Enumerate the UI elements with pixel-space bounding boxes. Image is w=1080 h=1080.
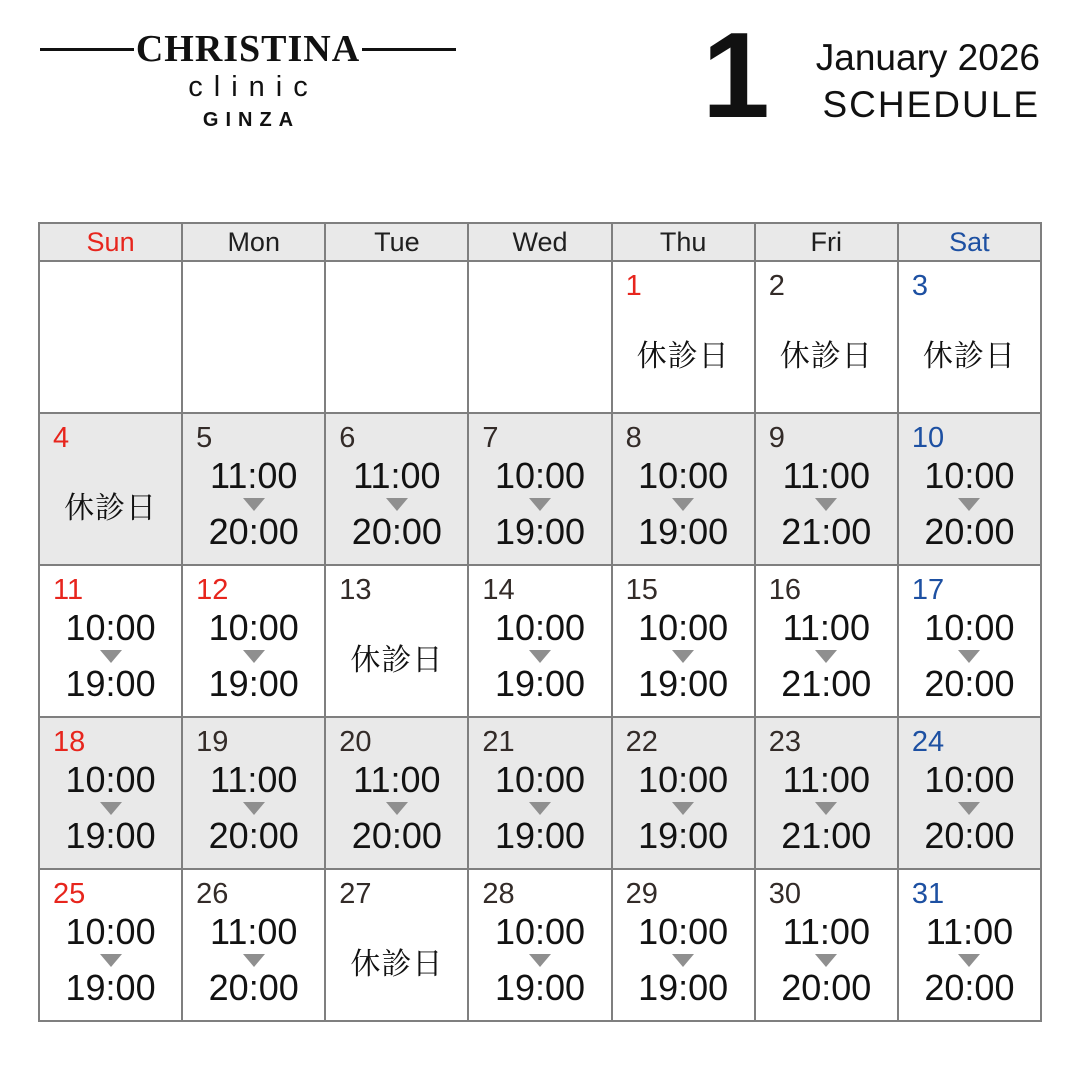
arrow-down-icon — [958, 498, 980, 511]
close-time: 19:00 — [638, 815, 729, 856]
open-time: 10:00 — [494, 911, 586, 952]
arrow-down-icon — [815, 802, 837, 815]
day-number: 7 — [482, 422, 499, 454]
open-time: 10:00 — [924, 759, 1015, 800]
day-number: 5 — [196, 422, 213, 454]
week-row-3 — [39, 565, 1041, 717]
open-time: 10:00 — [638, 759, 729, 800]
open-time: 11:00 — [353, 759, 441, 800]
day-number: 31 — [911, 878, 945, 910]
close-time: 19:00 — [638, 511, 729, 552]
close-time: 20:00 — [924, 511, 1015, 552]
calendar-cell-day-1 — [612, 261, 755, 413]
close-time: 19:00 — [65, 815, 156, 856]
close-time: 19:00 — [494, 511, 586, 552]
calendar-cell-day-26 — [182, 869, 325, 1021]
closed-day-label: 休診日 — [350, 644, 444, 677]
calendar-cell-day-21 — [468, 717, 611, 869]
day-number: 14 — [482, 574, 515, 606]
arrow-down-icon — [243, 650, 265, 663]
calendar-cell-day-17 — [898, 565, 1041, 717]
arrow-down-icon — [529, 650, 551, 663]
open-time: 11:00 — [210, 759, 298, 800]
week-row-5 — [39, 869, 1041, 1021]
weekday-header-mon: Mon — [182, 223, 325, 261]
close-time: 20:00 — [924, 815, 1015, 856]
day-number: 28 — [482, 878, 515, 910]
arrow-down-icon — [958, 954, 980, 967]
day-number: 8 — [625, 422, 642, 454]
calendar-cell-day-24 — [898, 717, 1041, 869]
week-row-4 — [39, 717, 1041, 869]
close-time: 19:00 — [638, 967, 729, 1008]
close-time: 19:00 — [494, 815, 586, 856]
calendar-cell-day-7 — [468, 413, 611, 565]
weekday-header-sat: Sat — [898, 223, 1041, 261]
arrow-down-icon — [958, 650, 980, 663]
day-number: 1 — [625, 270, 642, 302]
calendar-cell-day-27 — [325, 869, 468, 1021]
day-number: 2 — [768, 270, 785, 302]
close-time: 21:00 — [781, 663, 872, 704]
open-time: 11:00 — [782, 607, 870, 648]
calendar-cell-day-9 — [755, 413, 898, 565]
week-row-2 — [39, 413, 1041, 565]
weekday-header-wed: Wed — [468, 223, 611, 261]
day-number: 30 — [768, 878, 801, 910]
calendar-cell-day-29 — [612, 869, 755, 1021]
open-time: 10:00 — [638, 607, 729, 648]
close-time: 19:00 — [208, 663, 299, 704]
logo-rule-right — [362, 48, 456, 51]
calendar-cell-day-16 — [755, 565, 898, 717]
calendar-cell-day-18 — [39, 717, 182, 869]
calendar-cell-day-12 — [182, 565, 325, 717]
closed-day-label: 休診日 — [636, 340, 730, 373]
open-time: 11:00 — [210, 911, 298, 952]
arrow-down-icon — [386, 498, 408, 511]
day-number: 21 — [482, 726, 515, 758]
day-number: 29 — [625, 878, 658, 910]
day-number: 24 — [911, 726, 945, 758]
open-time: 10:00 — [65, 911, 156, 952]
open-time: 11:00 — [210, 455, 298, 496]
schedule-label: SCHEDULE — [822, 84, 1040, 125]
arrow-down-icon — [672, 650, 694, 663]
arrow-down-icon — [815, 954, 837, 967]
close-time: 20:00 — [208, 511, 299, 552]
arrow-down-icon — [672, 802, 694, 815]
open-time: 10:00 — [208, 607, 299, 648]
calendar-cell-day-25 — [39, 869, 182, 1021]
empty-cell — [39, 261, 182, 413]
calendar-cell-day-5 — [182, 413, 325, 565]
close-time: 19:00 — [638, 663, 729, 704]
empty-cell — [325, 261, 468, 413]
day-number: 11 — [53, 574, 84, 606]
calendar-cell-day-15 — [612, 565, 755, 717]
day-number: 17 — [911, 574, 945, 606]
day-number: 15 — [625, 574, 658, 606]
close-time: 20:00 — [781, 967, 872, 1008]
arrow-down-icon — [529, 498, 551, 511]
close-time: 19:00 — [494, 967, 586, 1008]
close-time: 20:00 — [924, 663, 1015, 704]
day-number: 27 — [339, 878, 372, 910]
arrow-down-icon — [100, 954, 122, 967]
arrow-down-icon — [243, 802, 265, 815]
clinic-logo — [40, 30, 456, 132]
day-number: 3 — [911, 270, 928, 302]
arrow-down-icon — [958, 802, 980, 815]
close-time: 20:00 — [351, 511, 442, 552]
empty-cell — [182, 261, 325, 413]
day-number: 12 — [196, 574, 229, 606]
open-time: 10:00 — [924, 455, 1015, 496]
open-time: 10:00 — [65, 759, 156, 800]
month-number: 1 — [702, 7, 770, 143]
logo-clinic-word: clinic — [188, 71, 319, 103]
closed-day-label: 休診日 — [779, 340, 873, 373]
arrow-down-icon — [386, 802, 408, 815]
calendar-cell-day-11 — [39, 565, 182, 717]
close-time: 21:00 — [781, 815, 872, 856]
closed-day-label: 休診日 — [922, 340, 1016, 373]
arrow-down-icon — [243, 498, 265, 511]
open-time: 10:00 — [65, 607, 156, 648]
schedule-calendar — [38, 222, 1042, 1022]
day-number: 4 — [53, 422, 70, 454]
arrow-down-icon — [815, 498, 837, 511]
weekday-header-row — [39, 223, 1041, 261]
day-number: 19 — [196, 726, 229, 758]
open-time: 11:00 — [925, 911, 1014, 952]
close-time: 19:00 — [65, 967, 156, 1008]
close-time: 20:00 — [351, 815, 442, 856]
day-number: 13 — [339, 574, 372, 606]
title-block — [816, 38, 1040, 125]
weekday-header-sun: Sun — [39, 223, 182, 261]
arrow-down-icon — [100, 650, 122, 663]
calendar-cell-day-8 — [612, 413, 755, 565]
weekday-header-thu: Thu — [612, 223, 755, 261]
logo-clinic-name: CHRISTINA — [135, 28, 361, 70]
day-number: 6 — [339, 422, 356, 454]
closed-day-label: 休診日 — [350, 948, 444, 981]
arrow-down-icon — [672, 498, 694, 511]
open-time: 10:00 — [924, 607, 1015, 648]
logo-rule-left — [40, 48, 134, 51]
weekday-header-tue: Tue — [325, 223, 468, 261]
open-time: 11:00 — [782, 455, 870, 496]
open-time: 10:00 — [638, 911, 729, 952]
arrow-down-icon — [243, 954, 265, 967]
arrow-down-icon — [100, 802, 122, 815]
calendar-cell-day-30 — [755, 869, 898, 1021]
week-row-1 — [39, 261, 1041, 413]
close-time: 20:00 — [208, 967, 299, 1008]
calendar-cell-day-19 — [182, 717, 325, 869]
close-time: 19:00 — [65, 663, 156, 704]
open-time: 11:00 — [353, 455, 441, 496]
calendar-cell-day-22 — [612, 717, 755, 869]
close-time: 19:00 — [494, 663, 586, 704]
calendar-cell-day-3 — [898, 261, 1041, 413]
arrow-down-icon — [529, 802, 551, 815]
arrow-down-icon — [529, 954, 551, 967]
day-number: 10 — [911, 422, 945, 454]
calendar-cell-day-13 — [325, 565, 468, 717]
calendar-cell-day-10 — [898, 413, 1041, 565]
open-time: 10:00 — [494, 455, 586, 496]
calendar-cell-day-6 — [325, 413, 468, 565]
day-number: 25 — [53, 878, 86, 910]
open-time: 11:00 — [782, 759, 870, 800]
close-time: 20:00 — [924, 967, 1015, 1008]
day-number: 16 — [768, 574, 801, 606]
day-number: 22 — [625, 726, 658, 758]
calendar-cell-day-4 — [39, 413, 182, 565]
month-name: January 2026 — [815, 37, 1040, 78]
calendar-cell-day-20 — [325, 717, 468, 869]
day-number: 18 — [53, 726, 86, 758]
calendar-cell-day-31 — [898, 869, 1041, 1021]
arrow-down-icon — [672, 954, 694, 967]
day-number: 26 — [196, 878, 229, 910]
close-time: 20:00 — [208, 815, 299, 856]
calendar-cell-day-23 — [755, 717, 898, 869]
day-number: 20 — [339, 726, 372, 758]
calendar-cell-day-2 — [755, 261, 898, 413]
arrow-down-icon — [815, 650, 837, 663]
open-time: 10:00 — [494, 759, 586, 800]
calendar-body — [39, 261, 1041, 1021]
open-time: 11:00 — [782, 911, 870, 952]
closed-day-label: 休診日 — [64, 492, 158, 525]
day-number: 23 — [768, 726, 801, 758]
open-time: 10:00 — [494, 607, 586, 648]
calendar-cell-day-14 — [468, 565, 611, 717]
calendar-cell-day-28 — [468, 869, 611, 1021]
logo-city-word: GINZA — [202, 109, 301, 131]
open-time: 10:00 — [638, 455, 729, 496]
close-time: 21:00 — [781, 511, 872, 552]
empty-cell — [468, 261, 611, 413]
day-number: 9 — [768, 422, 785, 454]
weekday-header-fri: Fri — [755, 223, 898, 261]
